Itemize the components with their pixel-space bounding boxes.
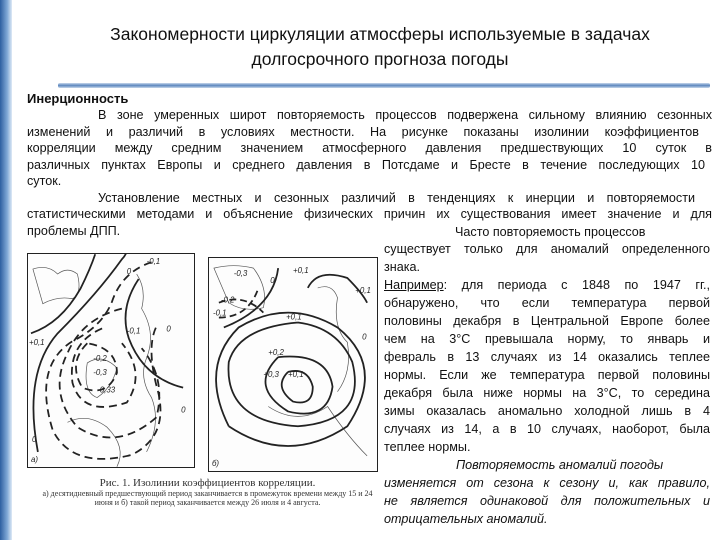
isoline-label: +0,1 [28, 338, 45, 348]
example-line: обнаружено, что если температура первой [384, 296, 710, 310]
paragraph-line: изменений и различий в условиях местности. На рисунке показаны изолинии коэффициентов [27, 124, 699, 139]
isoline-label: -0,1 [126, 326, 141, 336]
isoline-label: -0,3 [233, 269, 248, 279]
paragraph-line: различных пунктах Европы и среднего давления в Потсдаме и Бресте в течение последующих 10 [27, 157, 705, 172]
isoline-label: -0,2 [93, 353, 107, 363]
isoline-label: 0 [166, 324, 171, 334]
panel-label: а) [30, 454, 38, 464]
isoline-label: 0 [31, 435, 37, 445]
isoline-label: +0,1 [286, 312, 302, 322]
isoline-label: -0,1 [212, 308, 227, 318]
isoline-label: -0,3 [93, 367, 107, 377]
italic-line: отрицательных аномалий. [384, 512, 548, 526]
right-line: знака. [384, 260, 421, 274]
isoline-label: -0,2 [220, 295, 235, 305]
isoline-label: +0,3 [263, 369, 279, 379]
isoline-label: 0 [181, 405, 186, 415]
example-line [384, 277, 710, 293]
isoline-label: +0,1 [288, 369, 304, 379]
example-text: : для периода с 1848 по 1947 гг., [443, 278, 710, 292]
isoline-label: 0 [126, 267, 132, 277]
example-line: зимы оказалась аномально холодной лишь в 4 [384, 404, 710, 418]
example-label: Например [384, 278, 444, 292]
example-line: нормы. Если же температура первой половины [384, 368, 710, 382]
paragraph-line: корреляции между средним значением атмосферного давления предшествующих 10 суток в [27, 141, 712, 155]
paragraph-line: Установление местных и сезонных различий в тенденциях к инерции и повторяемости [98, 190, 695, 205]
isoline-label: -0,33 [97, 385, 116, 395]
example-line: половины декабря в Центральной Европе более [384, 314, 710, 328]
paragraph-line: статистическими методами и объяснение физических причин их существования имеет значение и для [27, 207, 712, 221]
slide-side-bar [0, 0, 12, 540]
italic-line: не является одинаковой для положительных и [384, 494, 710, 508]
example-line: теплее нормы. [384, 440, 471, 454]
right-lead: Часто повторяемость процессов [455, 225, 646, 239]
paragraph-line: проблемы ДПП. [27, 223, 121, 238]
example-line: февраль в 13 случаях из 14 оказались теплее [384, 350, 710, 364]
example-line: декабря была ниже нормы на 3°С, то середина [384, 386, 710, 400]
title-line-1: Закономерности циркуляции атмосферы используемые в задачах [110, 24, 650, 44]
isoline-label: +0,1 [293, 266, 309, 276]
example-line: чем на 3°С превышала норму, то январь и [384, 332, 710, 346]
section-heading: Инерционность [27, 91, 129, 106]
isoline-label: -0,1 [146, 257, 161, 267]
title-divider [58, 83, 710, 88]
isoline-label: 0 [362, 332, 367, 342]
correlation-map-b [208, 257, 378, 472]
isoline-label: +0,2 [268, 348, 284, 358]
right-line: существует только для аномалий определенного [384, 242, 710, 256]
isoline-label: +0,1 [355, 285, 371, 295]
correlation-map-a [27, 253, 195, 468]
isoline-label: 0 [270, 275, 275, 285]
caption-title: Рис. 1. Изолинии коэффициентов корреляции. [99, 477, 316, 489]
italic-line: изменяется от сезона к сезону и, как правило, [384, 476, 710, 490]
italic-line: Повторяемость аномалий погоды [456, 458, 664, 472]
panel-label: б) [211, 458, 220, 468]
figure-caption [40, 477, 375, 507]
paragraph-line: В зоне умеренных широт повторяемость процессов подвержена сильному влиянию сезонных [98, 108, 712, 122]
caption-text: а) десятидневный предшествующий период заканчивается в промежуток времени между 15 и 24 июня и б) такой период заканчивается между 26 июля и 4 августа. [42, 489, 373, 507]
example-line: случаях из 14, а в 10 случаях, наоборот, была [384, 422, 710, 436]
title-line-2: долгосрочного прогноза погоды [251, 49, 509, 69]
slide-title [40, 22, 720, 72]
paragraph-line: суток. [27, 174, 62, 188]
